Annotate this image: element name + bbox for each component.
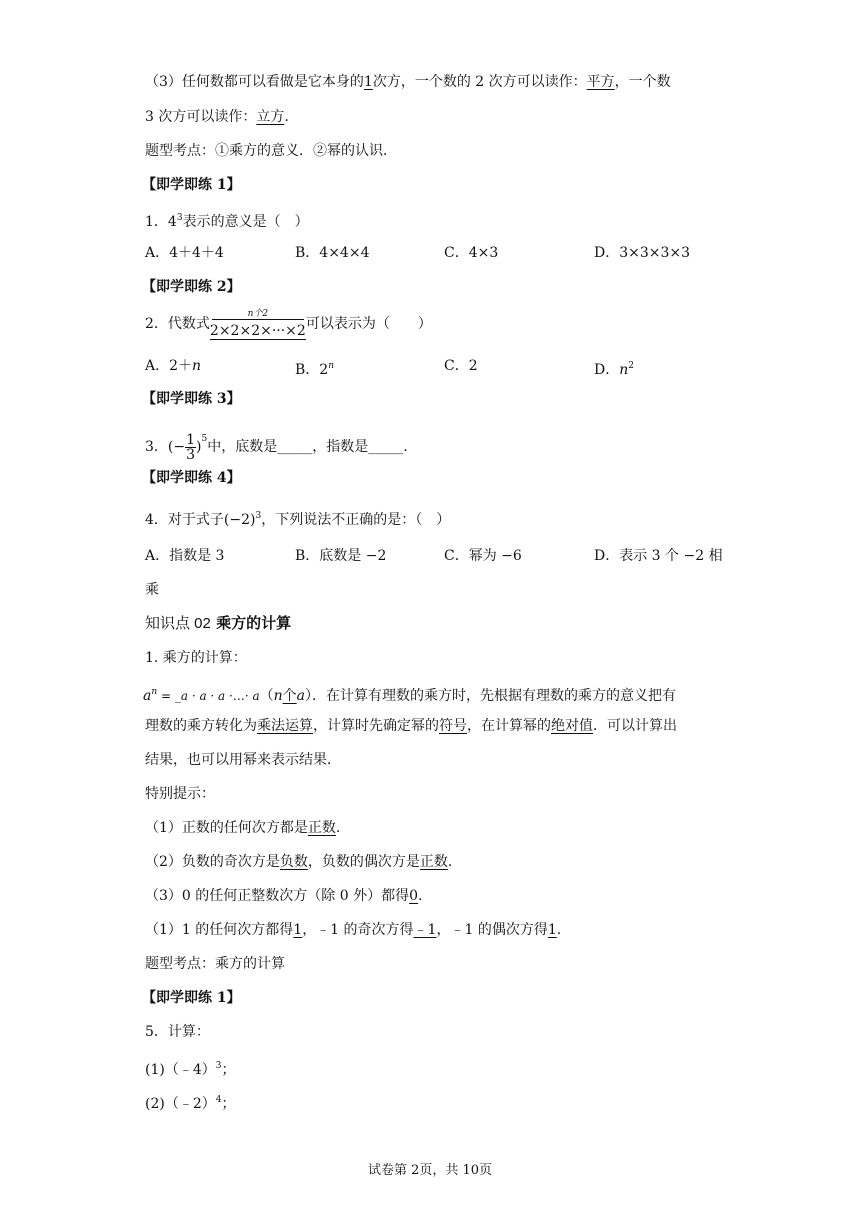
variable: n [192,358,202,374]
answer-underlined: 平方 [586,74,615,90]
question-text: 中，底数是_____，指数是_____. [207,439,408,455]
expression: (2)（﹣2） [145,1096,216,1112]
answer-underlined: ﹣1 [413,922,437,938]
answer-underlined: 正数 [419,854,448,870]
power-exponent: 3 [255,511,262,521]
power-exponent: n [328,361,334,371]
expression: (1)（﹣4） [145,1062,216,1078]
measure-word: 个 [282,688,297,704]
product-expression: 2×2×2×···×2 [209,322,306,339]
text: ，﹣1 的偶次方得 [436,922,548,938]
answer-underlined: 1 [363,74,373,90]
paragraph-line-1 [145,72,671,92]
text: 次方，一个数的 2 次方可以读作： [372,74,587,90]
practice-heading: 【即学即练 1】 [142,990,241,1006]
option-text: A．2＋ [145,358,193,374]
text: ； [221,1062,236,1078]
option-c: C．幂为 −6 [444,548,522,564]
option-b: B．底数是 −2 [295,548,387,564]
numerator: 1 [186,431,196,448]
section-title: 乘方的计算 [216,614,292,632]
product-expression: a · a · a ·…· a [180,689,260,703]
question-number: 1． [145,214,168,230]
text: 理数的乘方转化为 [145,718,257,734]
tip-2 [145,852,452,872]
power-base: (−2) [223,512,256,528]
question-5-part-2 [145,1090,235,1114]
page-footer: 试卷第 2页，共 10页 [367,1163,493,1178]
option-b: B．4×4×4 [295,245,370,261]
text: ，负数的偶次方是 [307,854,420,870]
denominator: 3 [186,446,196,463]
answer-underlined: 绝对值 [551,718,593,734]
tip-heading: 特别提示： [145,786,215,802]
text: （1）1 的任何次方都得 [145,922,294,938]
option-d [594,356,634,380]
text: ，在计算幂的 [467,718,551,734]
definition-line-2 [145,716,677,736]
question-text: 可以表示为（ ） [305,316,432,332]
answer-underlined: 0 [409,888,418,904]
option-b [295,356,334,380]
variable: n [273,688,283,704]
question-5-part-1 [145,1056,235,1080]
power-exponent: n [151,687,158,697]
power-exponent: 3 [176,213,183,223]
definition-line-1 [143,682,676,706]
text: . [418,888,423,904]
topic-points: 题型考点：①乘方的意义．②幂的认识． [145,143,397,159]
power-base: 4 [167,214,177,230]
question-text: 4．对于式子 [145,512,224,528]
power-exponent: 4 [215,1095,222,1105]
equals: = _ [157,689,181,703]
power-exponent: 2 [628,361,634,371]
brace-label: n个2 [247,308,269,319]
question-text: 表示的意义是（ ） [182,214,309,230]
definition-line-3: 结果，也可以用幂来表示结果． [145,752,341,768]
paren: (− [167,439,186,455]
answer-underlined: 正数 [307,820,336,836]
answer-underlined: 立方 [256,109,285,125]
practice-heading: 【即学即练 2】 [142,279,241,295]
practice-heading: 【即学即练 1】 [142,177,241,193]
option-c: C．4×3 [444,245,499,261]
option-c: C．2 [444,358,478,374]
text: ； [221,1096,236,1112]
option-d: D．表示 3 个 −2 相 [594,548,723,564]
text: ，﹣1 的奇次方得 [302,922,414,938]
tip-3 [145,886,422,906]
text: . [335,820,341,836]
question-text: 2．代数式 [145,316,210,332]
paragraph-line-2 [145,107,289,127]
text: 3 次方可以读作： [145,109,257,125]
question-number: 3． [145,439,168,455]
power-exponent: 3 [215,1061,222,1071]
answer-underlined: 1 [547,922,557,938]
text: . [447,854,453,870]
text: ，计算时先确定幂的 [313,718,439,734]
topic-points: 题型考点：乘方的计算 [145,956,285,972]
overbrace-expression [210,309,306,340]
answer-underlined: 符号 [439,718,467,734]
answer-underlined: 乘法运算 [257,718,313,734]
paren: ） [305,688,312,704]
practice-heading: 【即学即练 3】 [142,391,241,407]
subheading: 1. 乘方的计算： [145,650,247,666]
text: （3）任何数都可以看做是它本身的 [145,74,364,90]
power-exponent: 5 [201,434,208,444]
option-d: D．3×3×3×3 [594,245,691,261]
option-text: D． [594,362,620,378]
text: ．可以计算出 [593,718,677,734]
question-4 [145,506,450,530]
practice-heading: 【即学即练 4】 [142,470,241,486]
variable: n [619,362,629,378]
answer-underlined: 负数 [279,854,308,870]
section-number: 知识点 02 [145,615,211,632]
text: ．在计算有理数的乘方时，先根据有理数的乘方的意义把有 [312,688,676,704]
text: . [556,922,562,938]
text: （1）正数的任何次方都是 [145,820,308,836]
answer-underlined: 1 [293,922,303,938]
text: （3）0 的任何正整数次方（除 0 外）都得 [145,888,410,904]
tip-4 [145,920,561,940]
option-a: A．指数是 3 [145,548,225,564]
option-a [145,356,201,376]
fraction [185,433,196,462]
variable: a [296,688,305,704]
question-text: ，下列说法不正确的是：（ ） [261,512,451,528]
question-1 [145,208,309,232]
question-2 [145,307,432,341]
paren: （ [259,688,274,704]
question-5: 5．计算： [145,1024,210,1040]
text: ，一个数 [614,74,671,90]
paren: ) [196,439,202,455]
text: （2）负数的奇次方是 [145,854,280,870]
question-3 [145,422,408,464]
tip-1 [145,818,340,838]
option-a: A．4＋4＋4 [145,245,224,261]
option-text: B．2 [295,362,329,378]
variable: a [143,688,152,704]
section-heading [145,613,291,634]
text: . [284,109,289,125]
option-d-wrap: 乘 [145,582,159,598]
